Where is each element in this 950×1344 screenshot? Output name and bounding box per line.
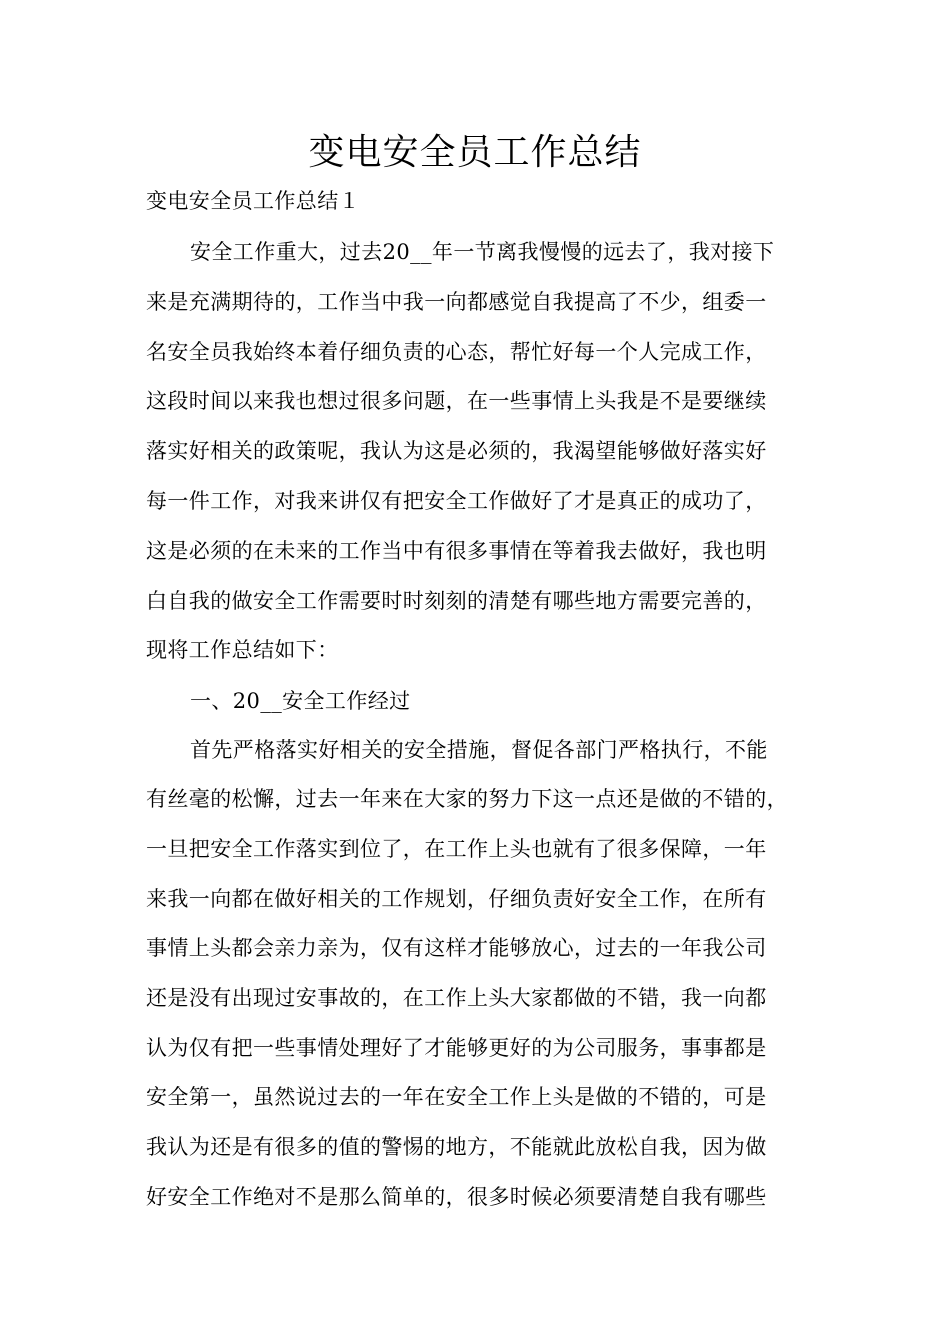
paragraph-line: 来我一向都在做好相关的工作规划，仔细负责好安全工作，在所有 (146, 887, 767, 911)
paragraph-line: 每一件工作，对我来讲仅有把安全工作做好了才是真正的成功了， (146, 489, 767, 513)
paragraph-line: 来是充满期待的，工作当中我一向都感觉自我提高了不少，组委一 (146, 290, 767, 314)
paragraph-line: 安全第一，虽然说过去的一年在安全工作上头是做的不错的，可是 (146, 1085, 767, 1109)
paragraph-line: 落实好相关的政策呢，我认为这是必须的，我渴望能够做好落实好 (146, 439, 767, 463)
paragraph-line: 这段时间以来我也想过很多问题，在一些事情上头我是不是要继续 (146, 389, 767, 413)
paragraph-line: 好安全工作绝对不是那么简单的，很多时候必须要清楚自我有哪些 (146, 1185, 767, 1209)
paragraph-line: 有丝毫的松懈，过去一年来在大家的努力下这一点还是做的不错的， (146, 787, 788, 811)
paragraph-line: 现将工作总结如下： (146, 638, 339, 662)
paragraph-line: 事情上头都会亲力亲为，仅有这样才能够放心，过去的一年我公司 (146, 936, 767, 960)
paragraph-line: 名安全员我始终本着仔细负责的心态，帮忙好每一个人完成工作， (146, 340, 767, 364)
paragraph-line: 安全工作重大，过去20__年一节离我慢慢的远去了，我对接下 (190, 240, 775, 264)
section-heading: 变电安全员工作总结１ (146, 189, 360, 213)
paragraph-line: 还是没有出现过安事故的，在工作上头大家都做的不错，我一向都 (146, 986, 767, 1010)
paragraph-line: 首先严格落实好相关的安全措施，督促各部门严格执行，不能 (190, 738, 768, 762)
paragraph-line: 我认为还是有很多的值的警惕的地方，不能就此放松自我，因为做 (146, 1135, 767, 1159)
document-title: 变电安全员工作总结 (308, 132, 642, 173)
paragraph-line: 一旦把安全工作落实到位了，在工作上头也就有了很多保障，一年 (146, 837, 767, 861)
section-heading: 一、20__安全工作经过 (190, 689, 411, 713)
paragraph-line: 这是必须的在未来的工作当中有很多事情在等着我去做好，我也明 (146, 539, 767, 563)
paragraph-line: 白自我的做安全工作需要时时刻刻的清楚有哪些地方需要完善的， (146, 589, 767, 613)
paragraph-line: 认为仅有把一些事情处理好了才能够更好的为公司服务，事事都是 (146, 1036, 767, 1060)
